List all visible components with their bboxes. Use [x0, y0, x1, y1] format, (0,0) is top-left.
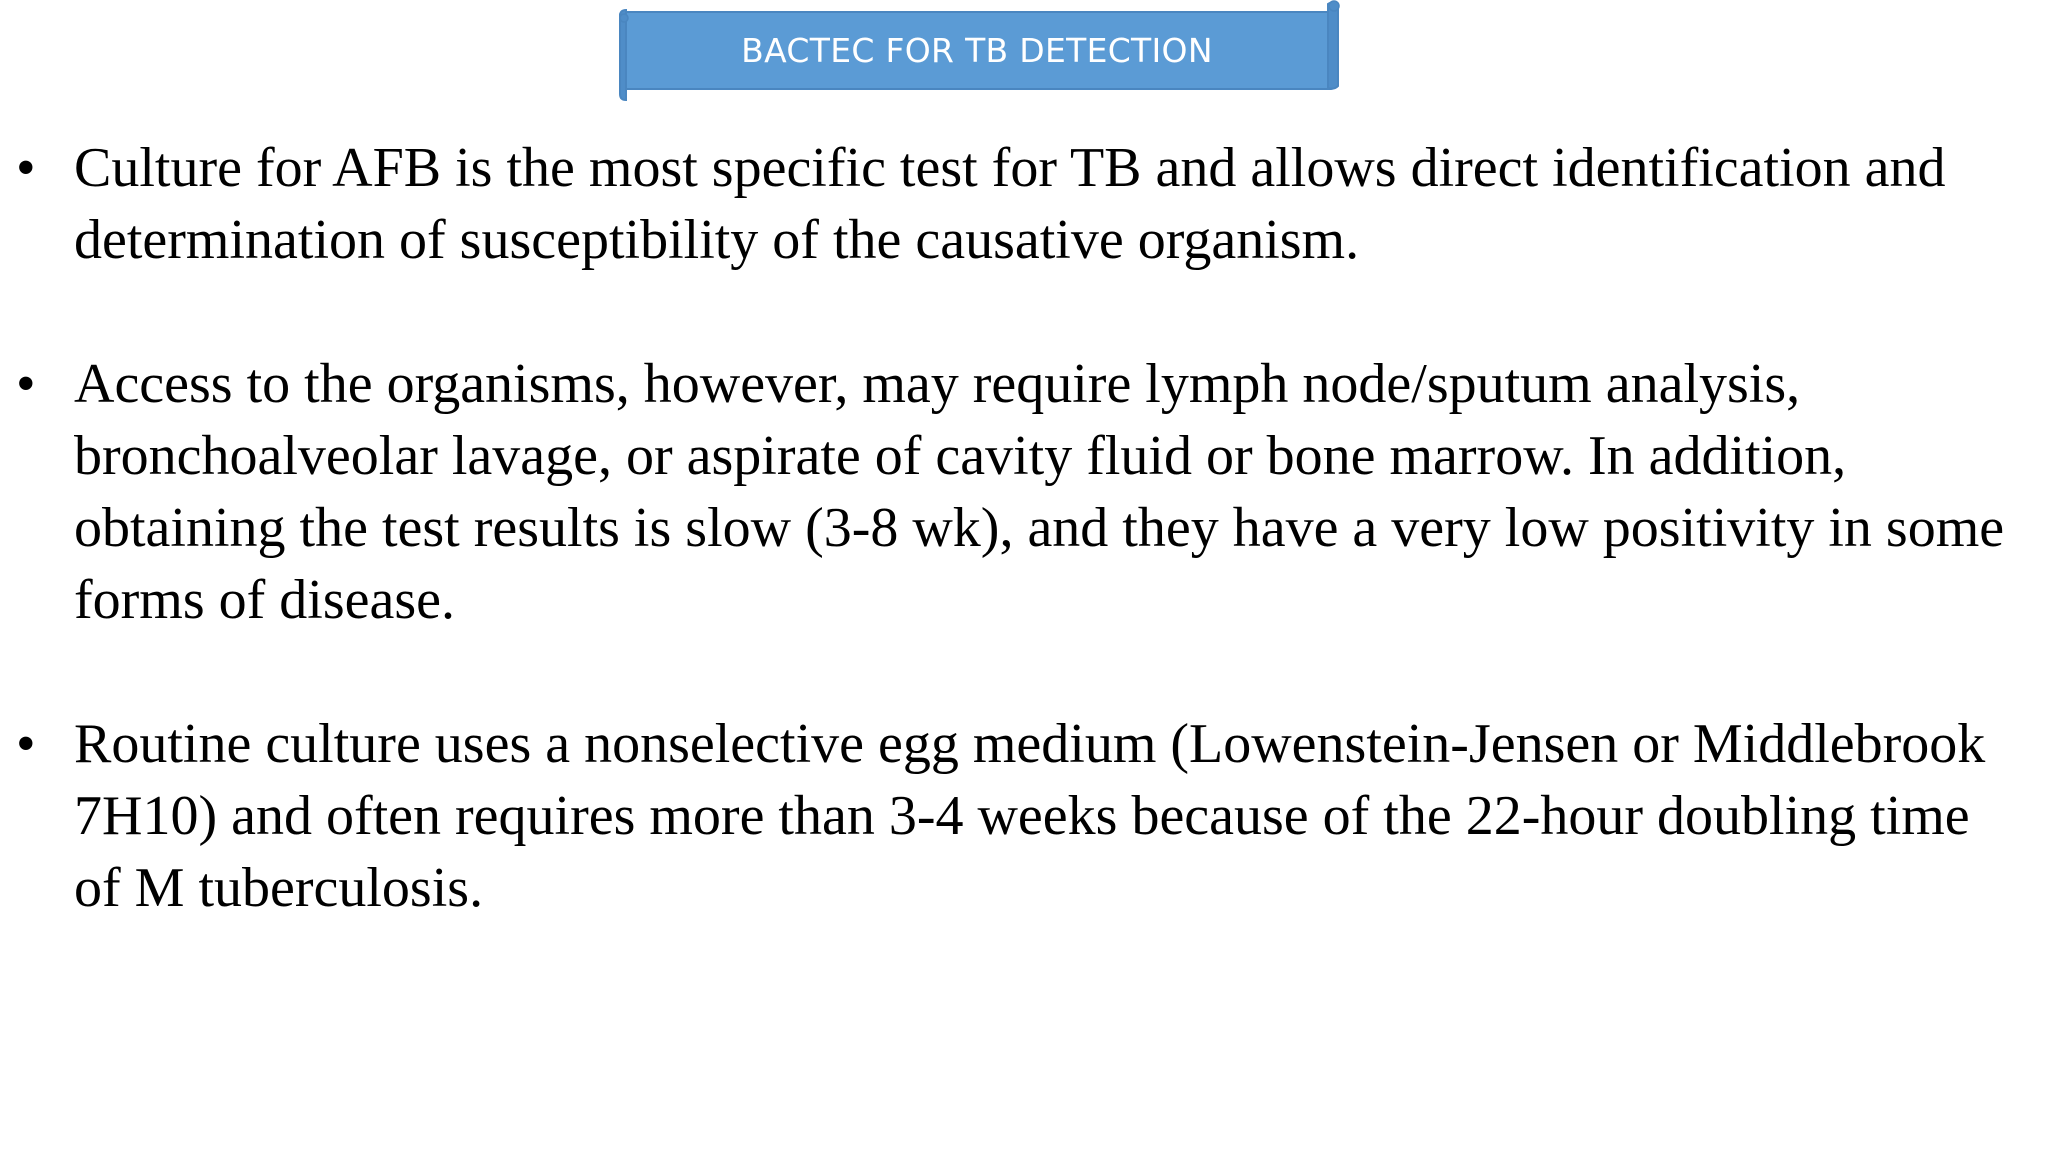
bullet-icon: • — [16, 353, 36, 415]
bullet-text: Routine culture uses a nonselective egg medium (Lowenstein-Jensen or Middlebrook 7H10) and often requires more than 3-4 weeks because of the 22-hour doubling time of M tuberculosis. — [74, 713, 1986, 919]
bullet-text: Culture for AFB is the most specific test for TB and allows direct identification and determination of susceptibility of the causative organism. — [74, 137, 1946, 271]
bullet-icon: • — [16, 137, 36, 199]
slide-title: BACTEC FOR TB DETECTION — [741, 31, 1213, 70]
bullet-item — [0, 132, 2048, 276]
bullet-list — [0, 132, 2048, 996]
title-banner — [612, 0, 1342, 104]
bullet-text: Access to the organisms, however, may require lymph node/sputum analysis, bronchoalveolar lavage, or aspirate of cavity fluid or bone marrow. In addition, obtaining the test results is slow (3-8 wk), and they have a very low positivity in some forms of disease. — [74, 353, 2005, 631]
bullet-icon: • — [16, 713, 36, 775]
bullet-item — [0, 708, 2048, 924]
bullet-item — [0, 348, 2048, 636]
